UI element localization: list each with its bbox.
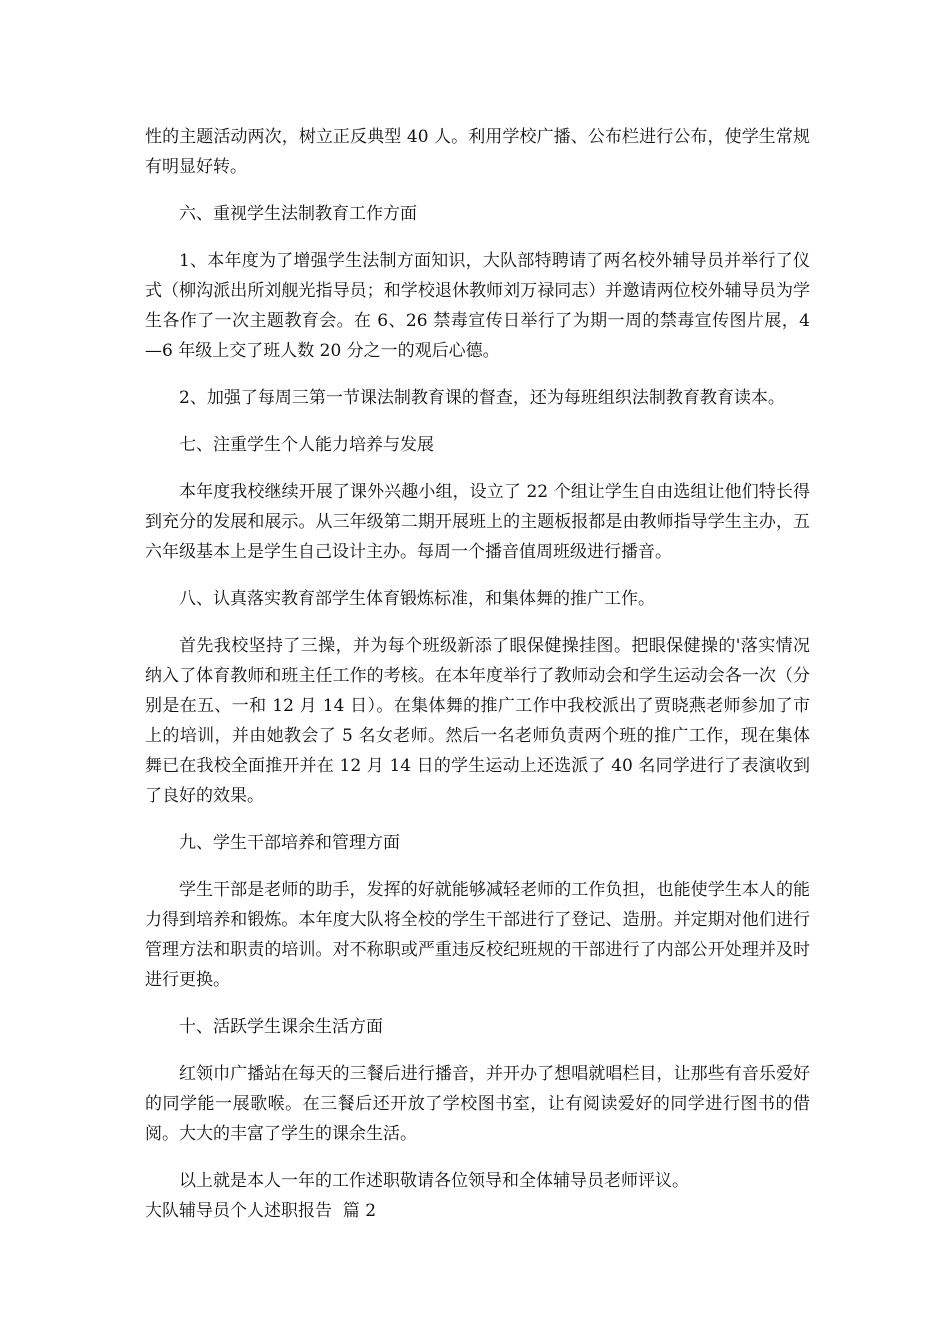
section-heading-6: 六、重视学生法制教育工作方面 bbox=[179, 204, 417, 224]
section-heading-7: 七、注重学生个人能力培养与发展 bbox=[179, 435, 434, 455]
section-heading-9: 九、学生干部培养和管理方面 bbox=[179, 833, 400, 853]
paragraph-ability-development: 本年度我校继续开展了课外兴趣小组，设立了 22 个组让学生自由选组让他们特长得到充分的发展和展示。从三年级第二期开展班上的主题板报都是由教师指导学生主办，五六年级基本上是学生自己设计主办。每周一个播音值周班级进行播音。 bbox=[145, 482, 810, 562]
section-heading-10: 十、活跃学生课余生活方面 bbox=[179, 1017, 383, 1037]
closing-statement: 以上就是本人一年的工作述职敬请各位领导和全体辅导员老师评议。 bbox=[179, 1171, 689, 1191]
document-page bbox=[145, 122, 810, 1226]
paragraph-extracurricular-life: 红领巾广播站在每天的三餐后进行播音，并开办了想唱就唱栏目，让那些有音乐爱好的同学能一展歌喉。在三餐后还开放了学校图书室，让有阅读爱好的同学进行图书的借阅。大大的丰富了学生的课余生活。 bbox=[145, 1064, 810, 1144]
paragraph-continued: 性的主题活动两次，树立正反典型 40 人。利用学校广播、公布栏进行公布，使学生常规有明显好转。 bbox=[145, 127, 810, 177]
paragraph-physical-education: 首先我校坚持了三操，并为每个班级新添了眼保健操挂图。把眼保健操的'落实情况纳入了体育教师和班主任工作的考核。在本年度举行了教师动会和学生运动会各一次（分别是在五、一和 12 月 14 日）。在集体舞的推广工作中我校派出了贾晓燕老师参加了市上的培训，并由她教会了 5 名女老师。然后一名老师负责两个班的推广工作，现在集体舞已在我校全面推开并在 12 月 14 日的学生运动上还选派了 40 名同学进行了表演收到了良好的效果。 bbox=[145, 636, 810, 806]
paragraph-legal-education-2: 2、加强了每周三第一节课法制教育课的督查，还为每班组织法制教育教育读本。 bbox=[179, 388, 785, 408]
section-heading-8: 八、认真落实教育部学生体育锻炼标准，和集体舞的推广工作。 bbox=[179, 589, 655, 609]
paragraph-legal-education-1: 1、本年度为了增强学生法制方面知识，大队部特聘请了两名校外辅导员并举行了仪式（柳沟派出所刘舰光指导员；和学校退休教师刘万禄同志）并邀请两位校外辅导员为学生各作了一次主题教育会。在 6、26 禁毒宣传日举行了为期一周的禁毒宣传图片展，4—6 年级上交了班人数 20 分之一的观后心德。 bbox=[145, 251, 810, 361]
next-report-title: 大队辅导员个人述职报告 篇 2 bbox=[145, 1201, 377, 1221]
paragraph-student-cadres: 学生干部是老师的助手，发挥的好就能够减轻老师的工作负担，也能使学生本人的能力得到培养和锻炼。本年度大队将全校的学生干部进行了登记、造册。并定期对他们进行管理方法和职责的培训。对不称职或严重违反校纪班规的干部进行了内部公开处理并及时进行更换。 bbox=[145, 880, 810, 990]
